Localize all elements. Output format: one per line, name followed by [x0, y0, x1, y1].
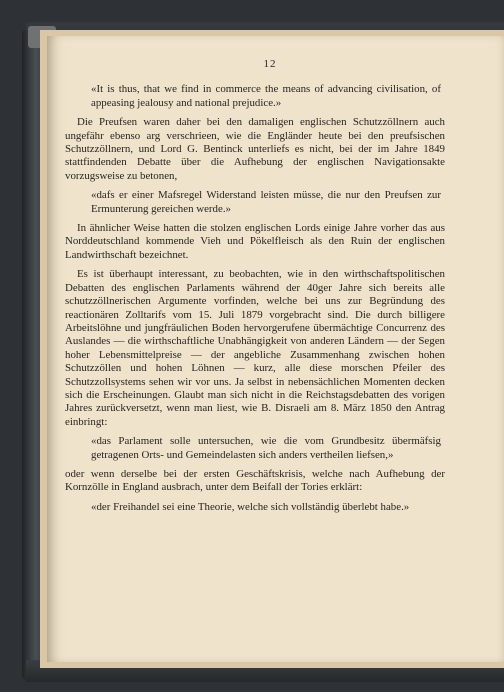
- paragraph: In ähnlicher Weise hatten die stolzen englischen Lords einige Jahre vorher das aus Norddeutschland kommende Vieh und Pökelfleisch als den Ruin der englischen Landwirthschaft bezeichnet.: [65, 222, 445, 261]
- page-number: 12: [263, 58, 277, 70]
- paragraph: Es ist überhaupt interessant, zu beobachten, wie in den wirthschaftspolitischen Debatten des englischen Parlaments während der 40ger Jahre sich bereits alle schutzzöllnerischen Argumente vorfinden, welche bei uns zur Begründung des reactionären Zolltarifs vom 15. Juli 1879 vorgebracht sind. Die durch billigere Arbeitslöhne und jungfräulichen Boden hervorgerufene übermächtige Concurrenz des Auslandes — die wirthschaftliche Unabhängigkeit von anderen Ländern — der Segen hoher Lebensmittelpreise — der angebliche Zusammenhang zwischen hohen Schutzzöllen und hohen Löhnen — kurz, alle diese morschen Pfeiler des Schutzzollsystems sehen wir vor uns. Ja selbst in nebensächlichen Momenten decken sich die Erscheinungen. Glaubt man sich nicht in die Reichstagsdebatten des vorigen Jahres zurückversetzt, wenn man liest, wie B. Disraeli am 8. März 1850 den Antrag einbringt:: [65, 268, 445, 428]
- page-text: [65, 58, 445, 520]
- quote-block: «das Parlament solle untersuchen, wie die vom Grundbesitz übermäfsig getragenen Orts- und Gemeindelasten sich anders vertheilen liefsen,»: [91, 435, 441, 461]
- paragraph: oder wenn derselbe bei der ersten Geschäftskrisis, welche nach Aufhebung der Kornzölle in England ausbrach, unter dem Beifall der Tories erklärt:: [65, 467, 445, 494]
- quote-block: «der Freihandel sei eine Theorie, welche sich vollständig überlebt habe.»: [91, 500, 410, 513]
- quote-block: «dafs er einer Mafsregel Widerstand leisten müsse, die nur den Preufsen zur Ermunterung gereichen werde.»: [91, 189, 441, 215]
- quote-block: «It is thus, that we find in commerce the means of advancing civilisation, of appeasing jealousy and national prejudice.»: [91, 83, 441, 109]
- paragraph: Die Preufsen waren daher bei den damaligen englischen Schutzzöllnern auch ungefähr ebenso arg verschrieen, wie die Engländer heute bei den preufsischen Schutzzöllnern, und Lord G. Bentinck unterliefs es nicht, bei der im Jahre 1849 stattfindenden Debatte über die Aufhebung der englischen Navigationsakte vorzugsweise zu betonen,: [65, 116, 445, 182]
